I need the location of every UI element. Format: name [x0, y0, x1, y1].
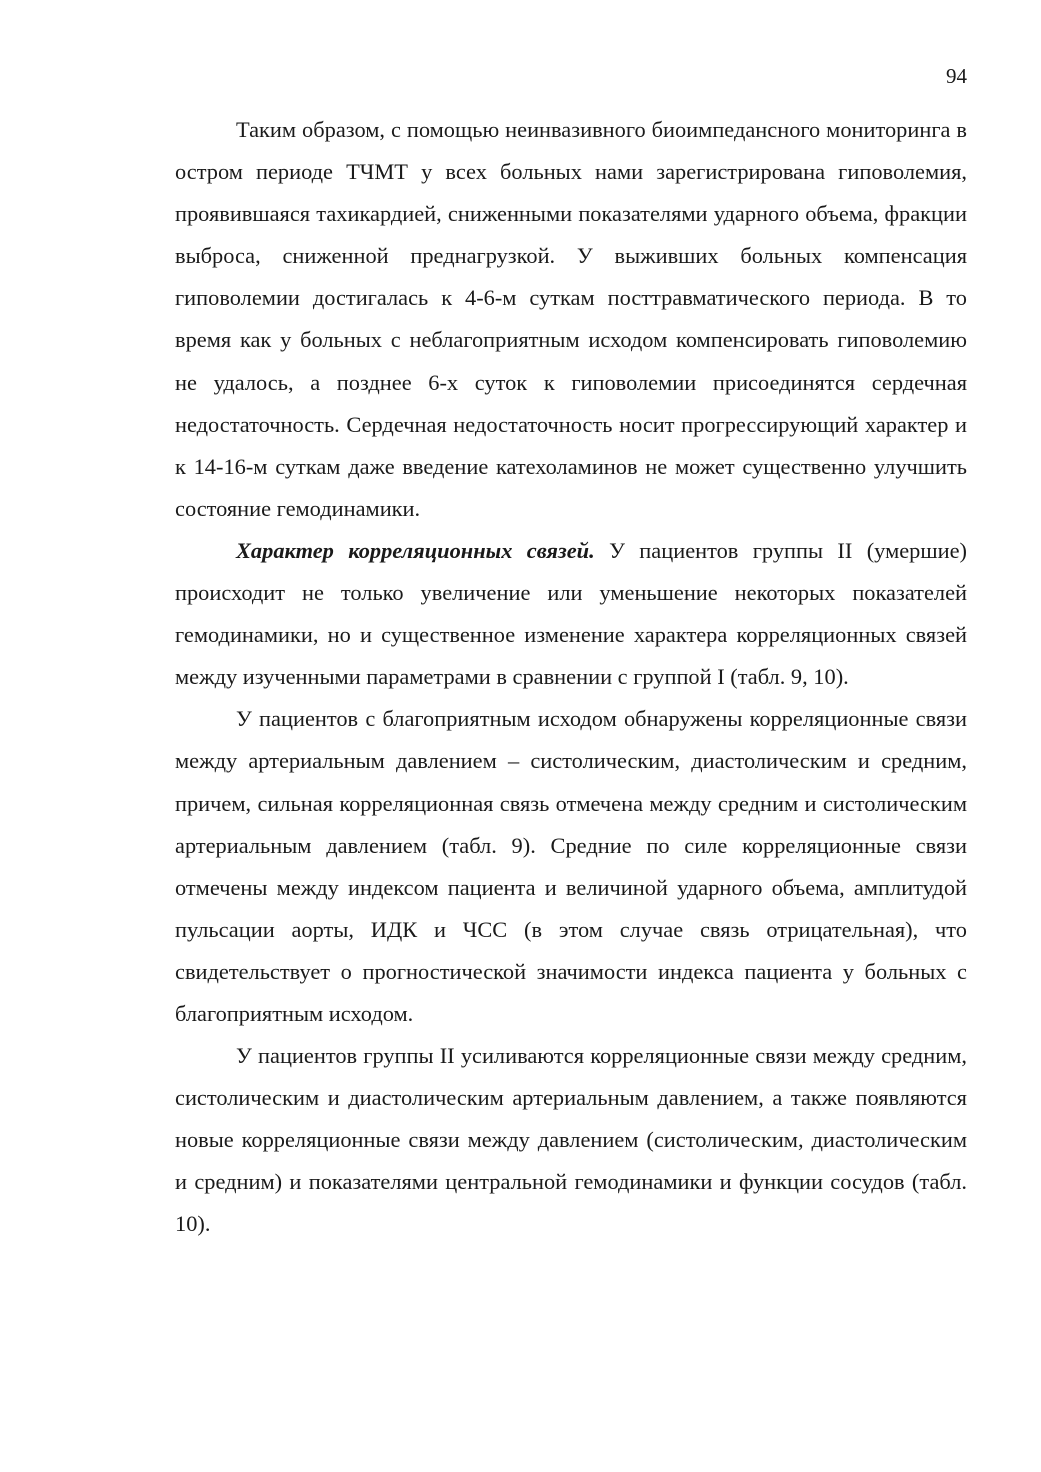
- paragraph-4-text: У пациентов группы II усиливаются корреляционные связи между средним, систолическим и диастолическим артериальным давлением, а также появляются новые корреляционные связи между давлением (систолическим, диастолическим и средним) и показателями центральной гемодинамики и функции сосудов (табл. 10).: [175, 1043, 967, 1237]
- paragraph-3: [175, 698, 967, 1035]
- paragraph-heading: Характер корреляционных связей.: [236, 537, 595, 563]
- paragraph-4: [175, 1035, 967, 1245]
- paragraph-3-text: У пациентов с благоприятным исходом обнаружены корреляционные связи между артериальным давлением – систолическим, диастолическим и средним, причем, сильная корреляционная связь отмечена между средним и систолическим артериальным давлением (табл. 9). Средние по силе корреляционные связи отмечены между индексом пациента и величиной ударного объема, амплитудой пульсации аорты, ИДК и ЧСС (в этом случае связь отрицательная), что свидетельствует о прогностической значимости индекса пациента у больных с благоприятным исходом.: [175, 706, 967, 1026]
- paragraph-1: [175, 109, 967, 530]
- paragraph-1-text: Таким образом, с помощью неинвазивного биоимпедансного мониторинга в остром периоде ТЧМТ у всех больных нами зарегистрирована гиповолемия, проявившаяся тахикардией, сниженными показателями ударного объема, фракции выброса, сниженной преднагрузкой. У выживших больных компенсация гиповолемии достигалась к 4-6-м суткам посттравматического периода. В то время как у больных с неблагоприятным исходом компенсировать гиповолемию не удалось, а позднее 6-х суток к гиповолемии присоединятся сердечная недостаточность. Сердечная недостаточность носит прогрессирующий характер и к 14-16-м суткам даже введение катехоламинов не может существенно улучшить состояние гемодинамики.: [175, 117, 967, 521]
- paragraph-2-text: У пациентов группы II (умершие) происходит не только увеличение или уменьшение некоторых показателей гемодинамики, но и существенное изменение характера корреляционных связей между изученными параметрами в сравнении с группой I (табл. 9, 10).: [175, 537, 967, 690]
- page-number: 94: [946, 64, 967, 88]
- body-text: [175, 109, 967, 1246]
- paragraph-2: [175, 530, 967, 698]
